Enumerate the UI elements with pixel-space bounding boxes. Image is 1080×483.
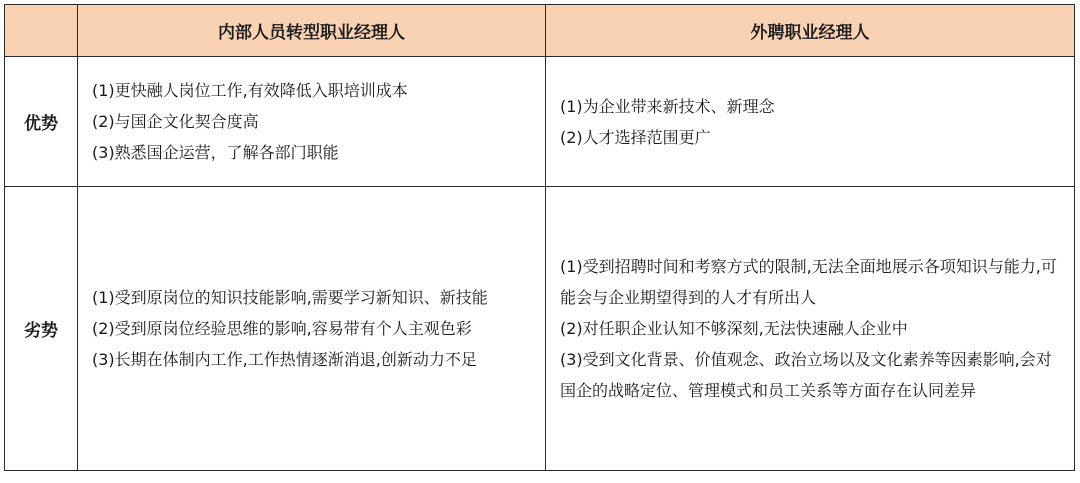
list-item: (3)长期在体制内工作,工作热情逐渐消退,创新动力不足	[92, 350, 477, 369]
list-item: (2)人才选择范围更广	[560, 127, 711, 147]
list-item: (2)受到原岗位经验思维的影响,容易带有个人主观色彩	[92, 319, 472, 338]
disadvantages-internal-cell	[78, 187, 546, 471]
list-item: (3)熟悉国企运营，了解各部门职能	[92, 143, 339, 162]
advantages-external-cell	[546, 57, 1075, 187]
list-item: (1)受到招聘时间和考察方式的限制,无法全面地展示各项知识与能力,可能会与企业期望得到的人才有所出人	[560, 257, 1057, 307]
list-item: (2)与国企文化契合度高	[92, 112, 259, 131]
advantages-internal-cell	[78, 57, 546, 187]
row-label-advantages: 优势	[5, 57, 78, 187]
list-item: (1)为企业带来新技术、新理念	[560, 96, 775, 116]
list-item: (3)受到文化背景、价值观念、政治立场以及文化素养等因素影响,会对国企的战略定位、管理模式和员工关系等方面存在认同差异	[560, 350, 1052, 400]
list-item: (2)对任职企业认知不够深刻,无法快速融人企业中	[560, 319, 908, 338]
header-row	[5, 5, 1075, 57]
header-corner-cell	[5, 5, 78, 57]
disadvantages-row	[5, 187, 1075, 471]
header-external: 外聘职业经理人	[546, 5, 1075, 57]
header-internal: 内部人员转型职业经理人	[78, 5, 546, 57]
advantages-row	[5, 57, 1075, 187]
list-item: (1)更快融人岗位工作,有效降低入职培训成本	[92, 81, 408, 100]
row-label-disadvantages: 劣势	[5, 187, 78, 471]
comparison-table	[4, 4, 1075, 471]
list-item: (1)受到原岗位的知识技能影响,需要学习新知识、新技能	[92, 288, 488, 307]
disadvantages-external-cell	[546, 187, 1075, 471]
